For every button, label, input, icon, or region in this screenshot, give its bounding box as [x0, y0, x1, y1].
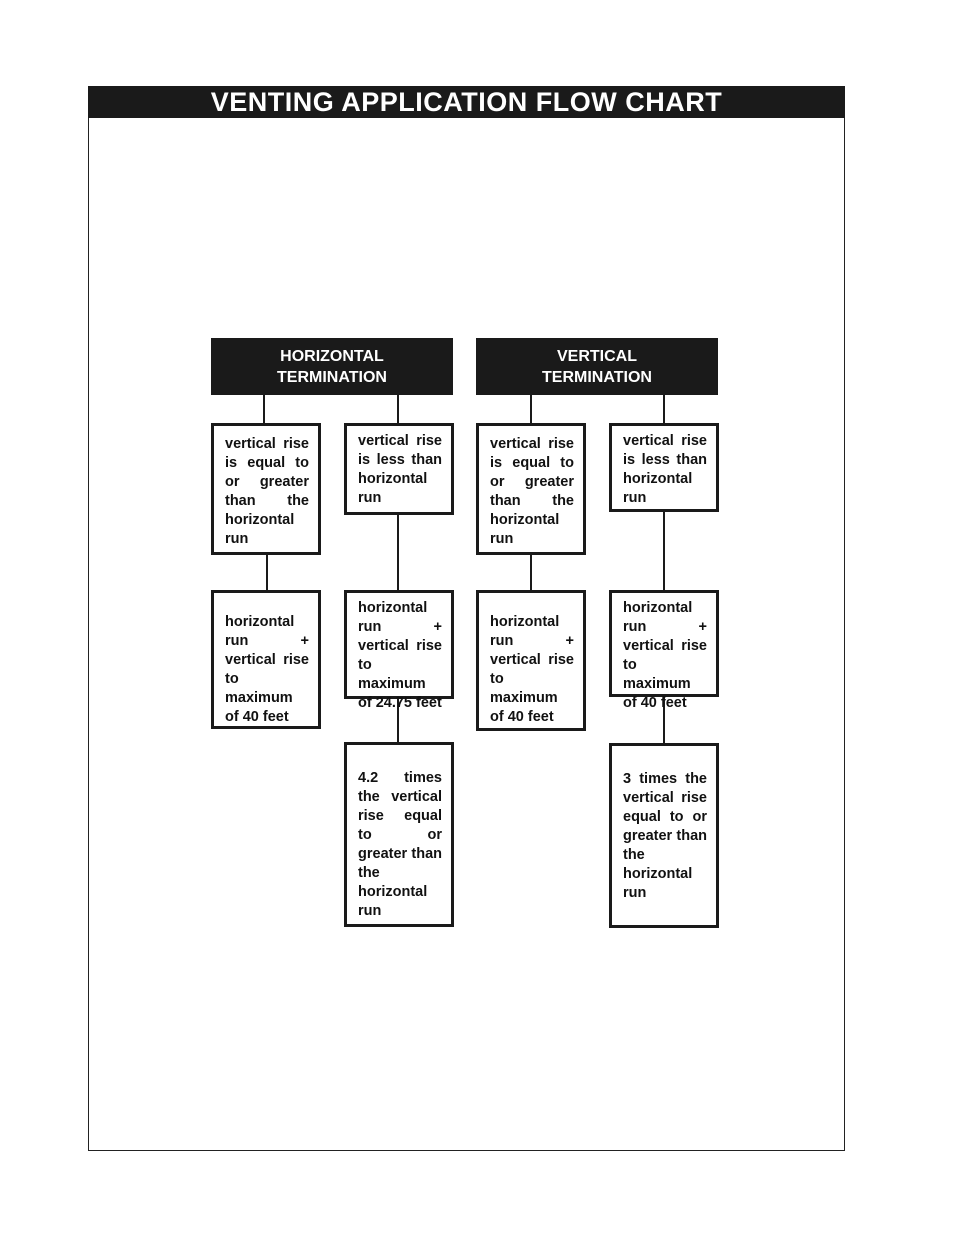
horizontal-equal-limit-box: horizontal run + vertical rise to maximum of 40 feet: [211, 590, 321, 729]
vertical-equal-condition-box: vertical rise is equal to or greater than the horizontal run: [476, 423, 586, 555]
connector-line: [266, 554, 268, 591]
connector-line: [663, 511, 665, 591]
vertical-less-ratio-box: 3 times the vertical rise equal to or greater than the horizontal run: [609, 743, 719, 928]
horizontal-less-ratio-box: 4.2 times the vertical rise equal to or greater than the horizontal run: [344, 742, 454, 927]
page-frame: [88, 86, 845, 1151]
horizontal-termination-header: HORIZONTAL TERMINATION: [211, 338, 453, 395]
vertical-equal-limit-box: horizontal run + vertical rise to maximum of 40 feet: [476, 590, 586, 731]
connector-line: [397, 395, 399, 424]
horizontal-less-limit-box: horizontal run + vertical rise to maximum of 24.75 feet: [344, 590, 454, 699]
horizontal-equal-condition-box: vertical rise is equal to or greater than the horizontal run: [211, 423, 321, 555]
vertical-less-condition-box: vertical rise is less than horizontal run: [609, 423, 719, 512]
horizontal-less-condition-box: vertical rise is less than horizontal run: [344, 423, 454, 515]
connector-line: [530, 554, 532, 591]
connector-line: [397, 514, 399, 591]
connector-line: [663, 395, 665, 424]
page-title: VENTING APPLICATION FLOW CHART: [88, 86, 845, 118]
connector-line: [530, 395, 532, 424]
vertical-termination-header: VERTICAL TERMINATION: [476, 338, 718, 395]
connector-line: [263, 395, 265, 424]
vertical-less-limit-box: horizontal run + vertical rise to maximum of 40 feet: [609, 590, 719, 697]
